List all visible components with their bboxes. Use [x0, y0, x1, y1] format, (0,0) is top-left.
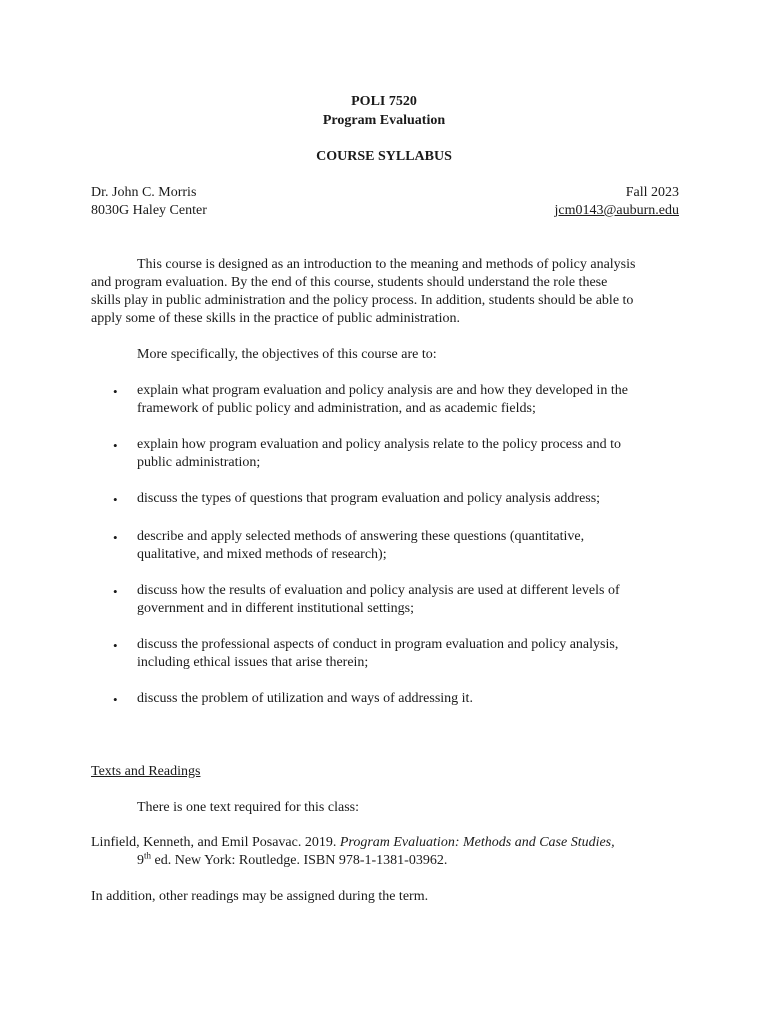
- list-item: describe and apply selected methods of answering these questions (quantitative,: [137, 529, 585, 544]
- citation-edition-number: 9: [137, 853, 144, 868]
- list-item: discuss the problem of utilization and ways of addressing it.: [137, 691, 473, 706]
- required-text-note: There is one text required for this class:: [137, 800, 359, 815]
- section-heading-texts: [91, 763, 200, 781]
- bullet-icon: •: [113, 384, 118, 399]
- course-code: POLI 7520: [351, 94, 417, 109]
- list-item: explain what program evaluation and policy analysis are and how they developed in the: [137, 383, 629, 398]
- citation-edition-suffix: th: [144, 850, 152, 861]
- course-name: Program Evaluation: [322, 113, 446, 128]
- document-title: COURSE SYLLABUS: [316, 149, 452, 164]
- intro-line: apply some of these skills in the practice of public administration.: [91, 311, 460, 326]
- section-heading-label: Texts and Readings: [91, 764, 201, 779]
- citation-publisher: ed. New York: Routledge. ISBN 978-1-1381-03962.: [151, 853, 448, 868]
- intro-line: skills play in public administration and the policy process. In addition, students should be able to: [91, 293, 634, 308]
- citation-authors: Linfield, Kenneth, and Emil Posavac. 2019.: [91, 835, 340, 850]
- list-item: including ethical issues that arise therein;: [137, 655, 369, 670]
- intro-line: This course is designed as an introduction to the meaning and methods of policy analysis: [137, 257, 636, 272]
- list-item: discuss how the results of evaluation and policy analysis are used at different levels of: [137, 583, 620, 598]
- list-item: government and in different institutional settings;: [137, 601, 414, 616]
- list-item: public administration;: [137, 455, 261, 470]
- citation-title: Program Evaluation: Methods and Case Studies,: [339, 835, 615, 850]
- bullet-icon: •: [113, 492, 118, 507]
- intro-line: and program evaluation. By the end of this course, students should understand the role these: [91, 275, 608, 290]
- bullet-icon: •: [113, 530, 118, 545]
- list-item: discuss the professional aspects of conduct in program evaluation and policy analysis,: [137, 637, 619, 652]
- list-item: explain how program evaluation and policy analysis relate to the policy process and to: [137, 437, 622, 452]
- citation: [91, 834, 615, 852]
- bullet-icon: •: [113, 692, 118, 707]
- term: Fall 2023: [625, 185, 679, 200]
- instructor-email-link[interactable]: jcm0143@auburn.edu: [554, 203, 679, 218]
- instructor-name: Dr. John C. Morris: [91, 185, 197, 200]
- citation-continuation: [137, 852, 447, 870]
- bullet-icon: •: [113, 438, 118, 453]
- additional-readings-note: In addition, other readings may be assigned during the term.: [91, 889, 429, 904]
- instructor-office: 8030G Haley Center: [91, 203, 207, 218]
- bullet-icon: •: [113, 584, 118, 599]
- list-item: framework of public policy and administration, and as academic fields;: [137, 401, 536, 416]
- list-item: discuss the types of questions that program evaluation and policy analysis address;: [137, 491, 601, 506]
- bullet-icon: •: [113, 638, 118, 653]
- list-item: qualitative, and mixed methods of research);: [137, 547, 387, 562]
- objectives-intro: More specifically, the objectives of this course are to:: [137, 347, 437, 362]
